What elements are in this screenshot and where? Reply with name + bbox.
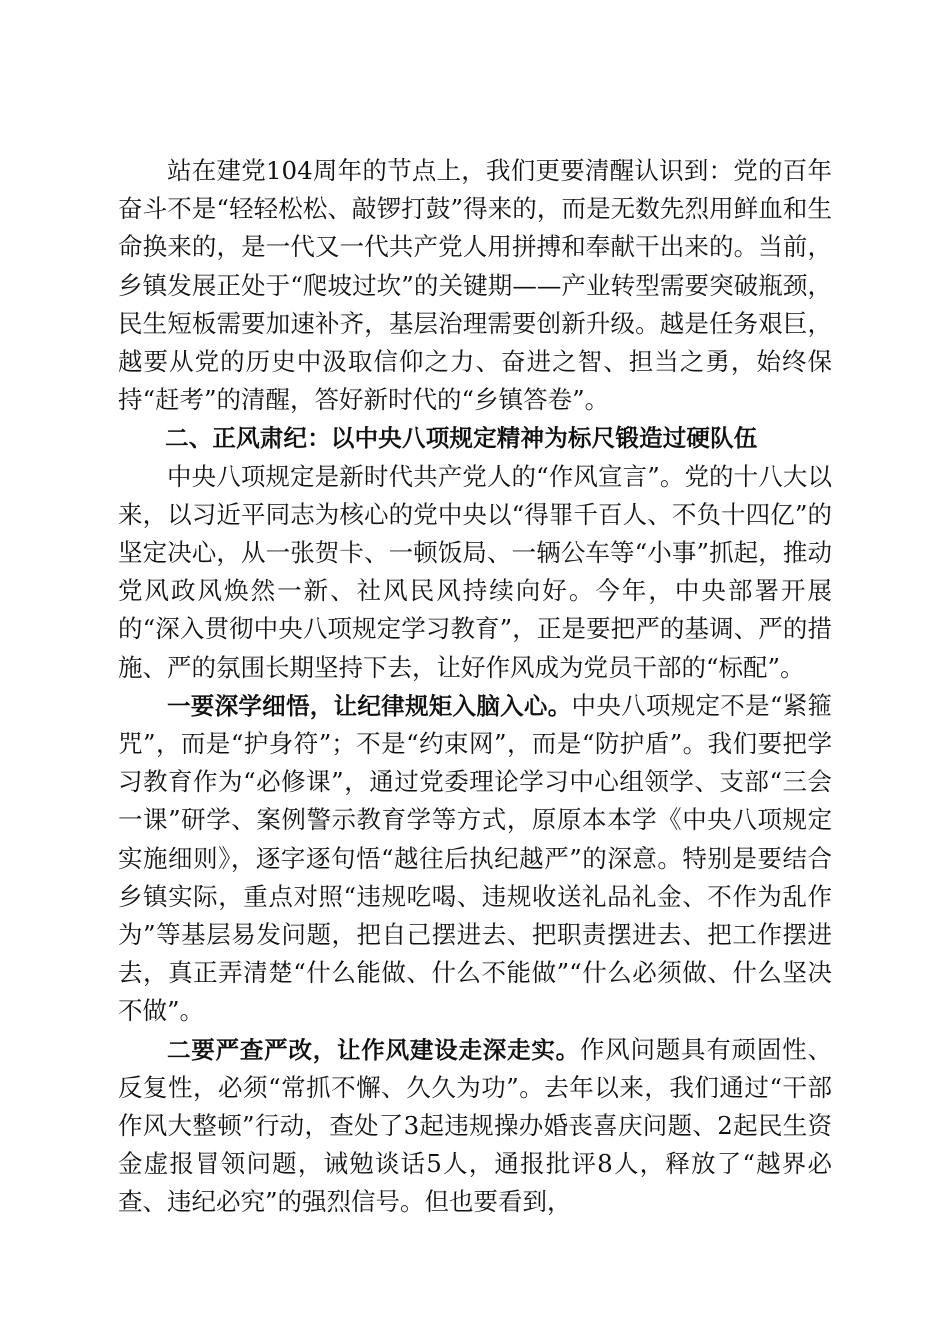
paragraph-intro: 站在建党104周年的节点上，我们更要清醒认识到：党的百年奋斗不是“轻轻松松、敲锣打鼓”得来的，而是无数先烈用鲜血和生命换来的，是一代又一代共产党人用拼搏和奉献干出来的。当前，乡镇发展正处于“爬坡过坎”的关键期——产业转型需要突破瓶颈，民生短板需要加速补齐，基层治理需要创新升级。越是任务艰巨，越要从党的历史中汲取信仰之力、奋进之智、担当之勇，始终保持“赶考”的清醒，答好新时代的“乡镇答卷”。 (118, 156, 832, 415)
paragraph-eight-rules: 中央八项规定是新时代共产党人的“作风宣言”。党的十八大以来，以习近平同志为核心的党中央以“得罪千百人、不负十四亿”的坚定决心，从一张贺卡、一顿饭局、一辆公车等“小事”抓起，推动党风政风焕然一新、社风民风持续向好。今年，中央部署开展的“深入贯彻中央八项规定学习教育”，正是要把严的基调、严的措施、严的氛围长期坚持下去，让好作风成为党员干部的“标配”。 (118, 461, 832, 682)
document-page (118, 152, 832, 1222)
paragraph-study (118, 687, 832, 1031)
paragraph-inspection-lead: 二要严查严改，让作风建设走深走实。 (167, 1035, 580, 1064)
paragraph-study-lead: 一要深学细悟，让纪律规矩入脑入心。 (167, 691, 572, 720)
paragraph-inspection (118, 1031, 832, 1222)
paragraph-inspection-body: 作风问题具有顽固性、反复性，必须“常抓不懈、久久为功”。去年以来，我们通过“干部作风大整顿”行动，查处了3起违规操办婚丧喜庆问题、2起民生资金虚报冒领问题，诫勉谈话5人，通报批评8人，释放了“越界必查、违纪必究”的强烈信号。但也要看到， (118, 1034, 833, 1217)
paragraph-study-body: 中央八项规定不是“紧箍咒”，而是“护身符”；不是“约束网”，而是“防护盾”。我们要把学习教育作为“必修课”，通过党委理论学习中心组领学、支部“三会一课”研学、案例警示教育学等方式，原原本本学《中央八项规定实施细则》，逐字逐句悟“越往后执纪越严”的深意。特别是要结合乡镇实际，重点对照“违规吃喝、违规收送礼品礼金、不作为乱作为”等基层易发问题，把自己摆进去、把职责摆进去、把工作摆进去，真正弄清楚“什么能做、什么不能做”“什么必须做、什么坚决不做”。 (118, 690, 833, 1026)
section-heading: 二、正风肃纪：以中央八项规定精神为标尺锻造过硬队伍 (165, 424, 758, 453)
